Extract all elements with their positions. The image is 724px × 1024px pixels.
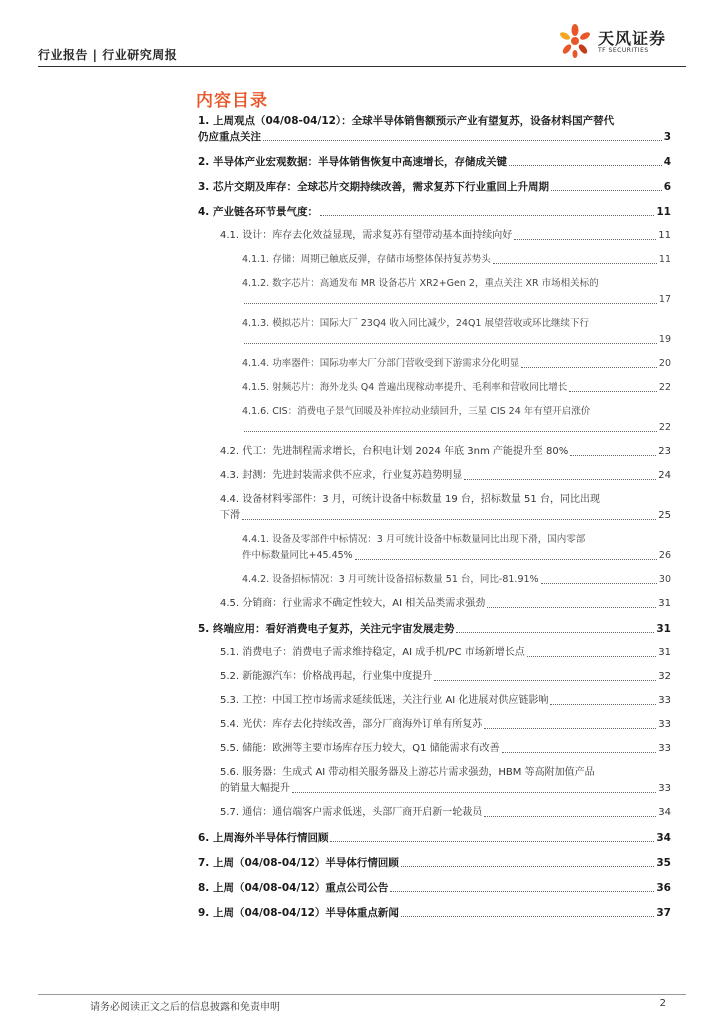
logo-flower-icon <box>556 22 594 60</box>
toc-leader-dots <box>502 752 657 753</box>
toc-entry-page: 31 <box>656 623 671 635</box>
toc-entry[interactable] <box>198 444 671 460</box>
toc-leader-dots <box>292 792 656 793</box>
toc-leader-dots <box>355 559 657 560</box>
toc-entry-page: 34 <box>656 832 671 844</box>
toc-entry[interactable] <box>198 154 671 170</box>
toc-entry-page: 25 <box>658 510 671 521</box>
toc-entry-text: 4.1.4. 功率器件：国际功率大厂分部门营收受到下游需求分化明显 <box>242 358 520 369</box>
page-number: 2 <box>659 998 666 1009</box>
toc-entry[interactable] <box>198 316 671 348</box>
toc-entry-text: 4.1.5. 射频芯片：海外龙头 Q4 普遍出现稼动率提升、毛利率和营收同比增长 <box>242 382 568 393</box>
toc-entry-text: 2. 半导体产业宏观数据：半导体销售恢复中高速增长，存储成关键 <box>198 156 507 168</box>
toc-entry-text: 9. 上周（04/08-04/12）半导体重点新闻 <box>198 907 399 919</box>
toc-entry-text: 下滑 <box>220 510 240 521</box>
toc-entry[interactable] <box>198 113 671 145</box>
toc-title: 内容目录 <box>196 91 268 111</box>
toc-entry[interactable] <box>198 717 671 733</box>
toc-entry-page: 24 <box>658 470 671 481</box>
logo-text-en: TF SECURITIES <box>598 47 649 54</box>
footer-disclaimer: 请务必阅读正文之后的信息披露和免责申明 <box>90 1002 280 1013</box>
toc-entry-text: 5.6. 服务器：生成式 AI 带动相关服务器及上游芯片需求强劲，HBM 等高附加值产品 <box>220 767 595 778</box>
toc-entry[interactable] <box>198 693 671 709</box>
toc-entry-page: 32 <box>658 671 671 682</box>
toc-leader-dots <box>263 140 662 141</box>
toc-leader-dots <box>401 866 654 867</box>
toc-entry-text: 4.1. 设计：库存去化效益显现，需求复苏有望带动基本面持续向好 <box>220 230 513 241</box>
toc-entry-page: 11 <box>658 230 671 241</box>
toc-entry-page: 35 <box>656 857 671 869</box>
toc-leader-dots <box>569 391 657 392</box>
toc-entry[interactable] <box>198 252 671 268</box>
logo-text-cn: 天风证券 <box>598 29 667 48</box>
toc-leader-dots <box>434 680 656 681</box>
toc-entry-page: 11 <box>658 254 671 265</box>
company-logo <box>556 20 686 62</box>
toc-leader-dots <box>514 239 656 240</box>
toc-entry[interactable] <box>198 228 671 244</box>
toc-entry-text: 5.5. 储能：欧洲等主要市场库存压力较大，Q1 储能需求有改善 <box>220 743 500 754</box>
toc-entry-text: 7. 上周（04/08-04/12）半导体行情回顾 <box>198 857 399 869</box>
toc-entry-text: 3. 芯片交期及库存：全球芯片交期持续改善，需求复苏下行业重回上升周期 <box>198 181 549 193</box>
toc-entry[interactable] <box>198 572 671 588</box>
toc-entry-text: 4.1.2. 数字芯片：高通发布 MR 设备芯片 XR2+Gen 2，重点关注 XR 市场相关标的 <box>242 278 599 289</box>
toc-entry-page: 22 <box>658 422 671 433</box>
toc-entry-text: 4.3. 封测：先进封装需求供不应求，行业复苏趋势明显 <box>220 470 463 481</box>
toc-entry-text: 5.2. 新能源汽车：价格战再起，行业集中度提升 <box>220 671 433 682</box>
toc-entry-page: 37 <box>656 907 671 919</box>
toc-leader-dots <box>550 704 656 705</box>
toc-leader-dots <box>242 519 656 520</box>
toc-leader-dots <box>320 215 654 216</box>
toc-leader-dots <box>527 656 656 657</box>
toc-leader-dots <box>541 583 657 584</box>
toc-leader-dots <box>484 816 656 817</box>
toc-entry[interactable] <box>198 765 671 797</box>
toc-leader-dots <box>390 891 654 892</box>
toc-entry[interactable] <box>198 532 671 564</box>
toc-entry-text: 件中标数量同比+45.45% <box>242 550 353 561</box>
toc-entry-text: 4.4.2. 设备招标情况：3 月可统计设备招标数量 51 台，同比-81.91% <box>242 574 539 585</box>
toc-entry[interactable] <box>198 380 671 396</box>
report-category: 行业报告 | 行业研究周报 <box>38 48 178 62</box>
toc-entry[interactable] <box>198 855 671 871</box>
toc-leader-dots <box>456 632 654 633</box>
toc-entry[interactable] <box>198 596 671 612</box>
toc-entry-text: 4.5. 分销商：行业需求不确定性较大，AI 相关品类需求强劲 <box>220 598 486 609</box>
toc-entry-page: 11 <box>656 206 671 218</box>
toc-entry-page: 33 <box>658 719 671 730</box>
toc-entry-text: 5.1. 消费电子：消费电子需求维持稳定，AI 成手机/PC 市场新增长点 <box>220 647 525 658</box>
toc-entry-page: 6 <box>663 181 671 193</box>
toc-leader-dots <box>570 455 656 456</box>
toc-entry[interactable] <box>198 356 671 372</box>
toc-leader-dots <box>509 165 662 166</box>
toc-entry[interactable] <box>198 905 671 921</box>
page-header <box>38 20 686 66</box>
toc-entry-text: 5.7. 通信：通信端客户需求低迷，头部厂商开启新一轮裁员 <box>220 807 483 818</box>
toc-entry-page: 19 <box>658 334 671 345</box>
toc-entry-page: 34 <box>658 807 671 818</box>
toc-entry-text: 4.1.3. 模拟芯片：国际大厂 23Q4 收入同比减少，24Q1 展望营收或环比继续下行 <box>242 318 589 329</box>
toc-entry-text: 4.4.1. 设备及零部件中标情况：3 月可统计设备中标数量同比出现下滑，国内零部 <box>242 534 586 545</box>
toc-entry-page: 36 <box>656 882 671 894</box>
toc-leader-dots <box>487 607 656 608</box>
toc-entry-page: 17 <box>658 294 671 305</box>
toc-entry-page: 31 <box>658 598 671 609</box>
footer-divider <box>38 994 686 995</box>
toc-entry-text: 4.1.1. 存储：周期已触底反弹，存储市场整体保持复苏势头 <box>242 254 491 265</box>
toc-entry-text: 5. 终端应用：看好消费电子复苏，关注元宇宙发展走势 <box>198 623 455 635</box>
toc-leader-dots <box>521 367 657 368</box>
toc-entry-text: 的销量大幅提升 <box>220 783 290 794</box>
toc-entry-page: 3 <box>663 131 671 143</box>
toc-leader-dots <box>401 916 654 917</box>
toc-entry[interactable] <box>198 204 671 220</box>
toc-entry-page: 4 <box>663 156 671 168</box>
toc-entry-text: 4.4. 设备材料零部件：3 月，可统计设备中标数量 19 台，招标数量 51 台，同比出现 <box>220 494 600 505</box>
toc-entry-text: 5.3. 工控：中国工控市场需求延续低迷，关注行业 AI 化进展对供应链影响 <box>220 695 549 706</box>
toc-leader-dots <box>493 263 657 264</box>
toc-leader-dots <box>244 431 657 432</box>
toc-entry[interactable] <box>198 830 671 846</box>
toc-leader-dots <box>484 728 656 729</box>
toc-entry[interactable] <box>198 276 671 308</box>
toc-entry-text: 6. 上周海外半导体行情回顾 <box>198 832 329 844</box>
toc-leader-dots <box>464 479 656 480</box>
toc-entry-text: 仍应重点关注 <box>198 131 261 143</box>
toc-leader-dots <box>244 343 657 344</box>
toc-entry-text: 5.4. 光伏：库存去化持续改善，部分厂商海外订单有所复苏 <box>220 719 483 730</box>
toc-entry[interactable] <box>198 179 671 195</box>
toc-entry[interactable] <box>198 468 671 484</box>
toc-entry[interactable] <box>198 404 671 436</box>
toc-entry-page: 20 <box>658 358 671 369</box>
toc-entry-page: 33 <box>658 695 671 706</box>
toc-entry-text: 4.2. 代工：先进制程需求增长，台积电计划 2024 年底 3nm 产能提升至 80% <box>220 446 569 457</box>
toc-entry[interactable] <box>198 669 671 685</box>
toc-entry-page: 23 <box>658 446 671 457</box>
toc-entry-text: 4.1.6. CIS：消费电子景气回暖及补库拉动业绩回升，三星 CIS 24 年有望开启涨价 <box>242 406 591 417</box>
toc-leader-dots <box>551 190 662 191</box>
toc-entry[interactable] <box>198 492 671 524</box>
toc-entry-page: 31 <box>658 647 671 658</box>
toc-leader-dots <box>244 303 657 304</box>
toc-entry[interactable] <box>198 805 671 821</box>
toc-entry-page: 22 <box>658 382 671 393</box>
toc-entry-page: 26 <box>658 550 671 561</box>
table-of-contents <box>198 113 671 921</box>
toc-entry-page: 33 <box>658 743 671 754</box>
toc-entry[interactable] <box>198 645 671 661</box>
toc-entry[interactable] <box>198 621 671 637</box>
toc-entry-page: 33 <box>658 783 671 794</box>
toc-entry[interactable] <box>198 880 671 896</box>
toc-entry-text: 1. 上周观点（04/08-04/12）：全球半导体销售额预示产业有望复苏，设备材料国产替代 <box>198 115 615 127</box>
toc-entry-text: 8. 上周（04/08-04/12）重点公司公告 <box>198 882 389 894</box>
header-divider <box>38 66 686 67</box>
toc-entry-page: 30 <box>658 574 671 585</box>
toc-entry-text: 4. 产业链各环节景气度： <box>198 206 318 218</box>
toc-leader-dots <box>330 841 654 842</box>
toc-entry[interactable] <box>198 741 671 757</box>
